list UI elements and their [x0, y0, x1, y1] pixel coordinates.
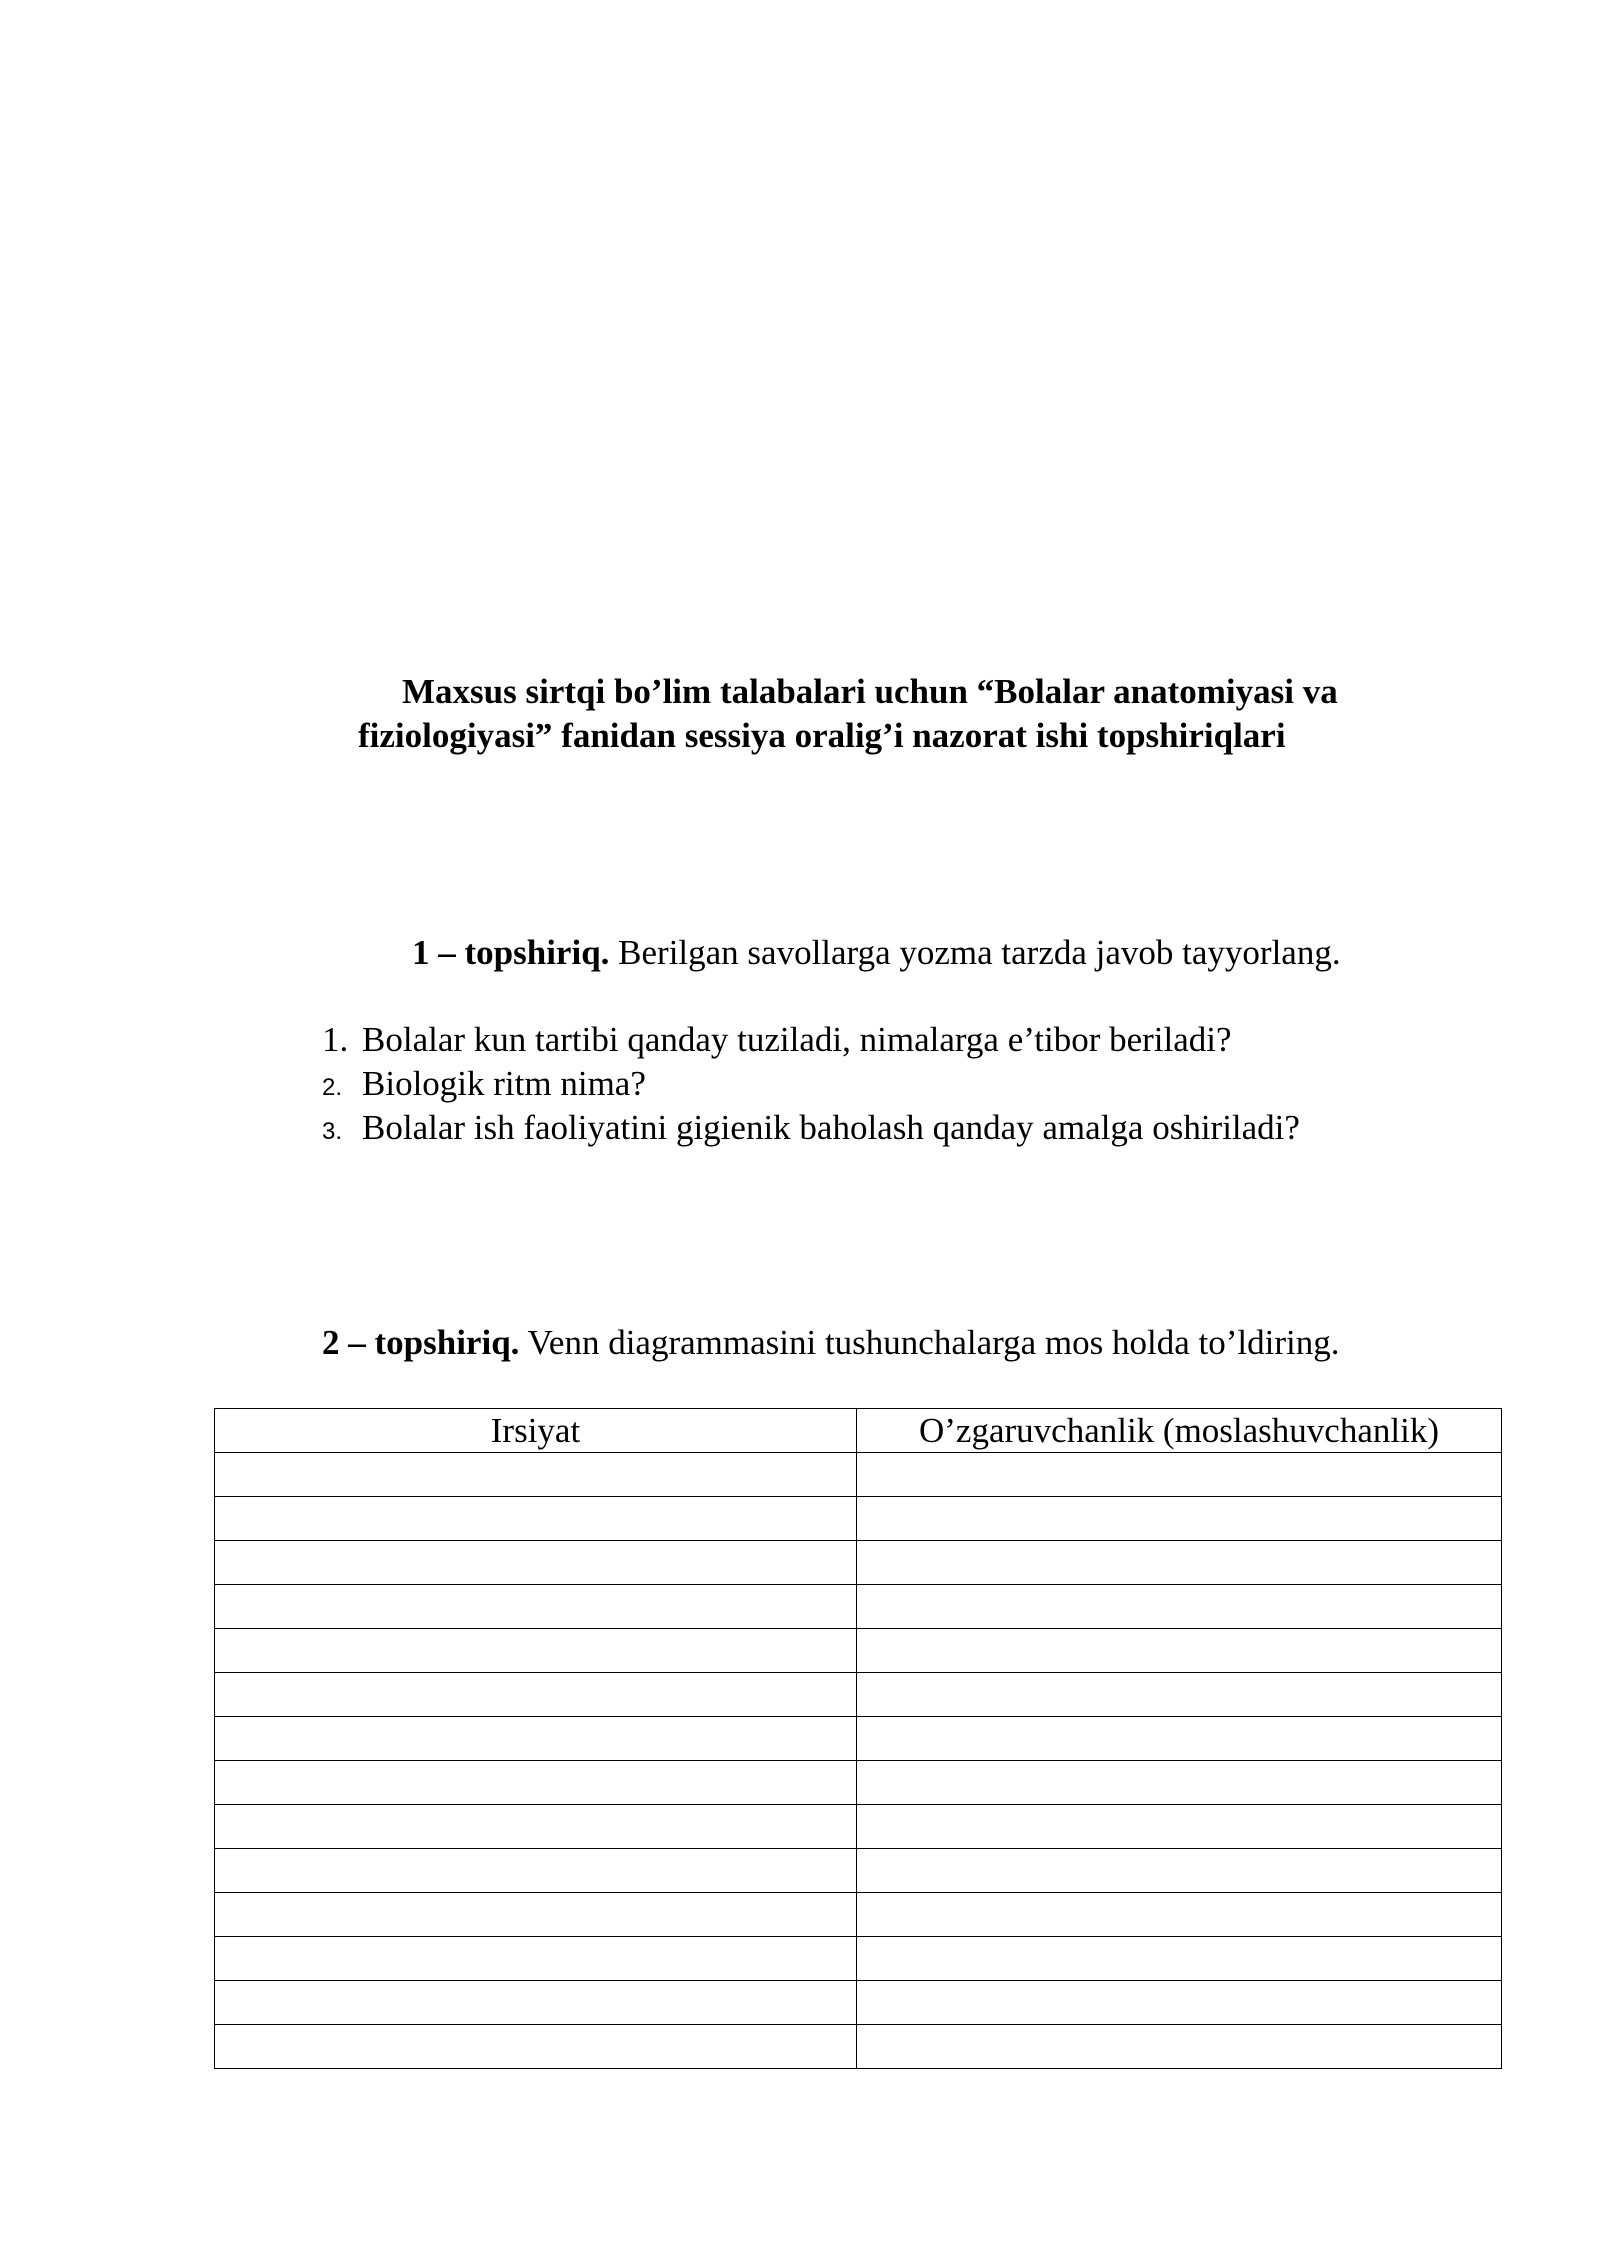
- question-text: Bolalar ish faoliyatini gigienik baholash qanday amalga oshiriladi?: [362, 1108, 1300, 1147]
- table-row: [215, 1937, 1502, 1981]
- question-number: 3.: [322, 1118, 343, 1145]
- table-row: [215, 2025, 1502, 2069]
- task-1-instruction: Berilgan savollarga yozma tarzda javob tayyorlang.: [609, 933, 1341, 972]
- ozgaruvchanlik-answer-cell[interactable]: [857, 1585, 1502, 1629]
- question-item: [322, 1020, 1300, 1064]
- question-text: Bolalar kun tartibi qanday tuziladi, nimalarga e’tibor beriladi?: [362, 1020, 1232, 1059]
- table-row: [215, 1849, 1502, 1893]
- ozgaruvchanlik-answer-cell[interactable]: [857, 1805, 1502, 1849]
- task-2-instruction: Venn diagrammasini tushunchalarga mos holda to’ldiring.: [519, 1323, 1340, 1362]
- irsiyat-answer-cell[interactable]: [215, 1849, 857, 1893]
- table-row: [215, 1497, 1502, 1541]
- irsiyat-answer-cell[interactable]: [215, 1453, 857, 1497]
- table-row: [215, 1585, 1502, 1629]
- question-item: [322, 1108, 1300, 1152]
- question-list: [322, 1020, 1300, 1152]
- irsiyat-answer-cell[interactable]: [215, 1805, 857, 1849]
- ozgaruvchanlik-answer-cell[interactable]: [857, 1673, 1502, 1717]
- task-1-label: 1 – topshiriq.: [412, 933, 610, 972]
- question-text: Biologik ritm nima?: [362, 1064, 646, 1103]
- task-1-heading: [412, 933, 1341, 973]
- irsiyat-answer-cell[interactable]: [215, 1585, 857, 1629]
- irsiyat-answer-cell[interactable]: [215, 2025, 857, 2069]
- task-2-label: 2 – topshiriq.: [322, 1323, 520, 1362]
- answer-table: [214, 1408, 1502, 2069]
- ozgaruvchanlik-answer-cell[interactable]: [857, 1453, 1502, 1497]
- table-row: [215, 1893, 1502, 1937]
- table-row: [215, 1981, 1502, 2025]
- title-line-1: Maxsus sirtqi bo’lim talabalari uchun “Bolalar anatomiyasi va: [402, 672, 1338, 711]
- ozgaruvchanlik-answer-cell[interactable]: [857, 1497, 1502, 1541]
- table-row: [215, 1717, 1502, 1761]
- irsiyat-answer-cell[interactable]: [215, 1629, 857, 1673]
- irsiyat-answer-cell[interactable]: [215, 1981, 857, 2025]
- irsiyat-answer-cell[interactable]: [215, 1497, 857, 1541]
- irsiyat-answer-cell[interactable]: [215, 1541, 857, 1585]
- question-number: 1.: [322, 1020, 349, 1059]
- column-header-irsiyat: Irsiyat: [215, 1409, 857, 1453]
- question-number: 2.: [322, 1074, 343, 1101]
- task-2-heading: [322, 1323, 1340, 1363]
- ozgaruvchanlik-answer-cell[interactable]: [857, 1937, 1502, 1981]
- ozgaruvchanlik-answer-cell[interactable]: [857, 1893, 1502, 1937]
- table-header-row: [215, 1409, 1502, 1453]
- table-body: [215, 1453, 1502, 2069]
- irsiyat-answer-cell[interactable]: [215, 1761, 857, 1805]
- table-row: [215, 1761, 1502, 1805]
- ozgaruvchanlik-answer-cell[interactable]: [857, 1849, 1502, 1893]
- irsiyat-answer-cell[interactable]: [215, 1673, 857, 1717]
- ozgaruvchanlik-answer-cell[interactable]: [857, 1981, 1502, 2025]
- table-row: [215, 1673, 1502, 1717]
- ozgaruvchanlik-answer-cell[interactable]: [857, 1761, 1502, 1805]
- ozgaruvchanlik-answer-cell[interactable]: [857, 2025, 1502, 2069]
- ozgaruvchanlik-answer-cell[interactable]: [857, 1629, 1502, 1673]
- irsiyat-answer-cell[interactable]: [215, 1717, 857, 1761]
- question-item: [322, 1064, 1300, 1108]
- irsiyat-answer-cell[interactable]: [215, 1893, 857, 1937]
- document-title: [358, 670, 1438, 758]
- table-row: [215, 1805, 1502, 1849]
- table-row: [215, 1629, 1502, 1673]
- table-row: [215, 1453, 1502, 1497]
- table-row: [215, 1541, 1502, 1585]
- ozgaruvchanlik-answer-cell[interactable]: [857, 1717, 1502, 1761]
- ozgaruvchanlik-answer-cell[interactable]: [857, 1541, 1502, 1585]
- title-line-2: fiziologiyasi” fanidan sessiya oralig’i nazorat ishi topshiriqlari: [358, 716, 1286, 755]
- irsiyat-answer-cell[interactable]: [215, 1937, 857, 1981]
- column-header-ozgaruvchanlik: O’zgaruvchanlik (moslashuvchanlik): [857, 1409, 1502, 1453]
